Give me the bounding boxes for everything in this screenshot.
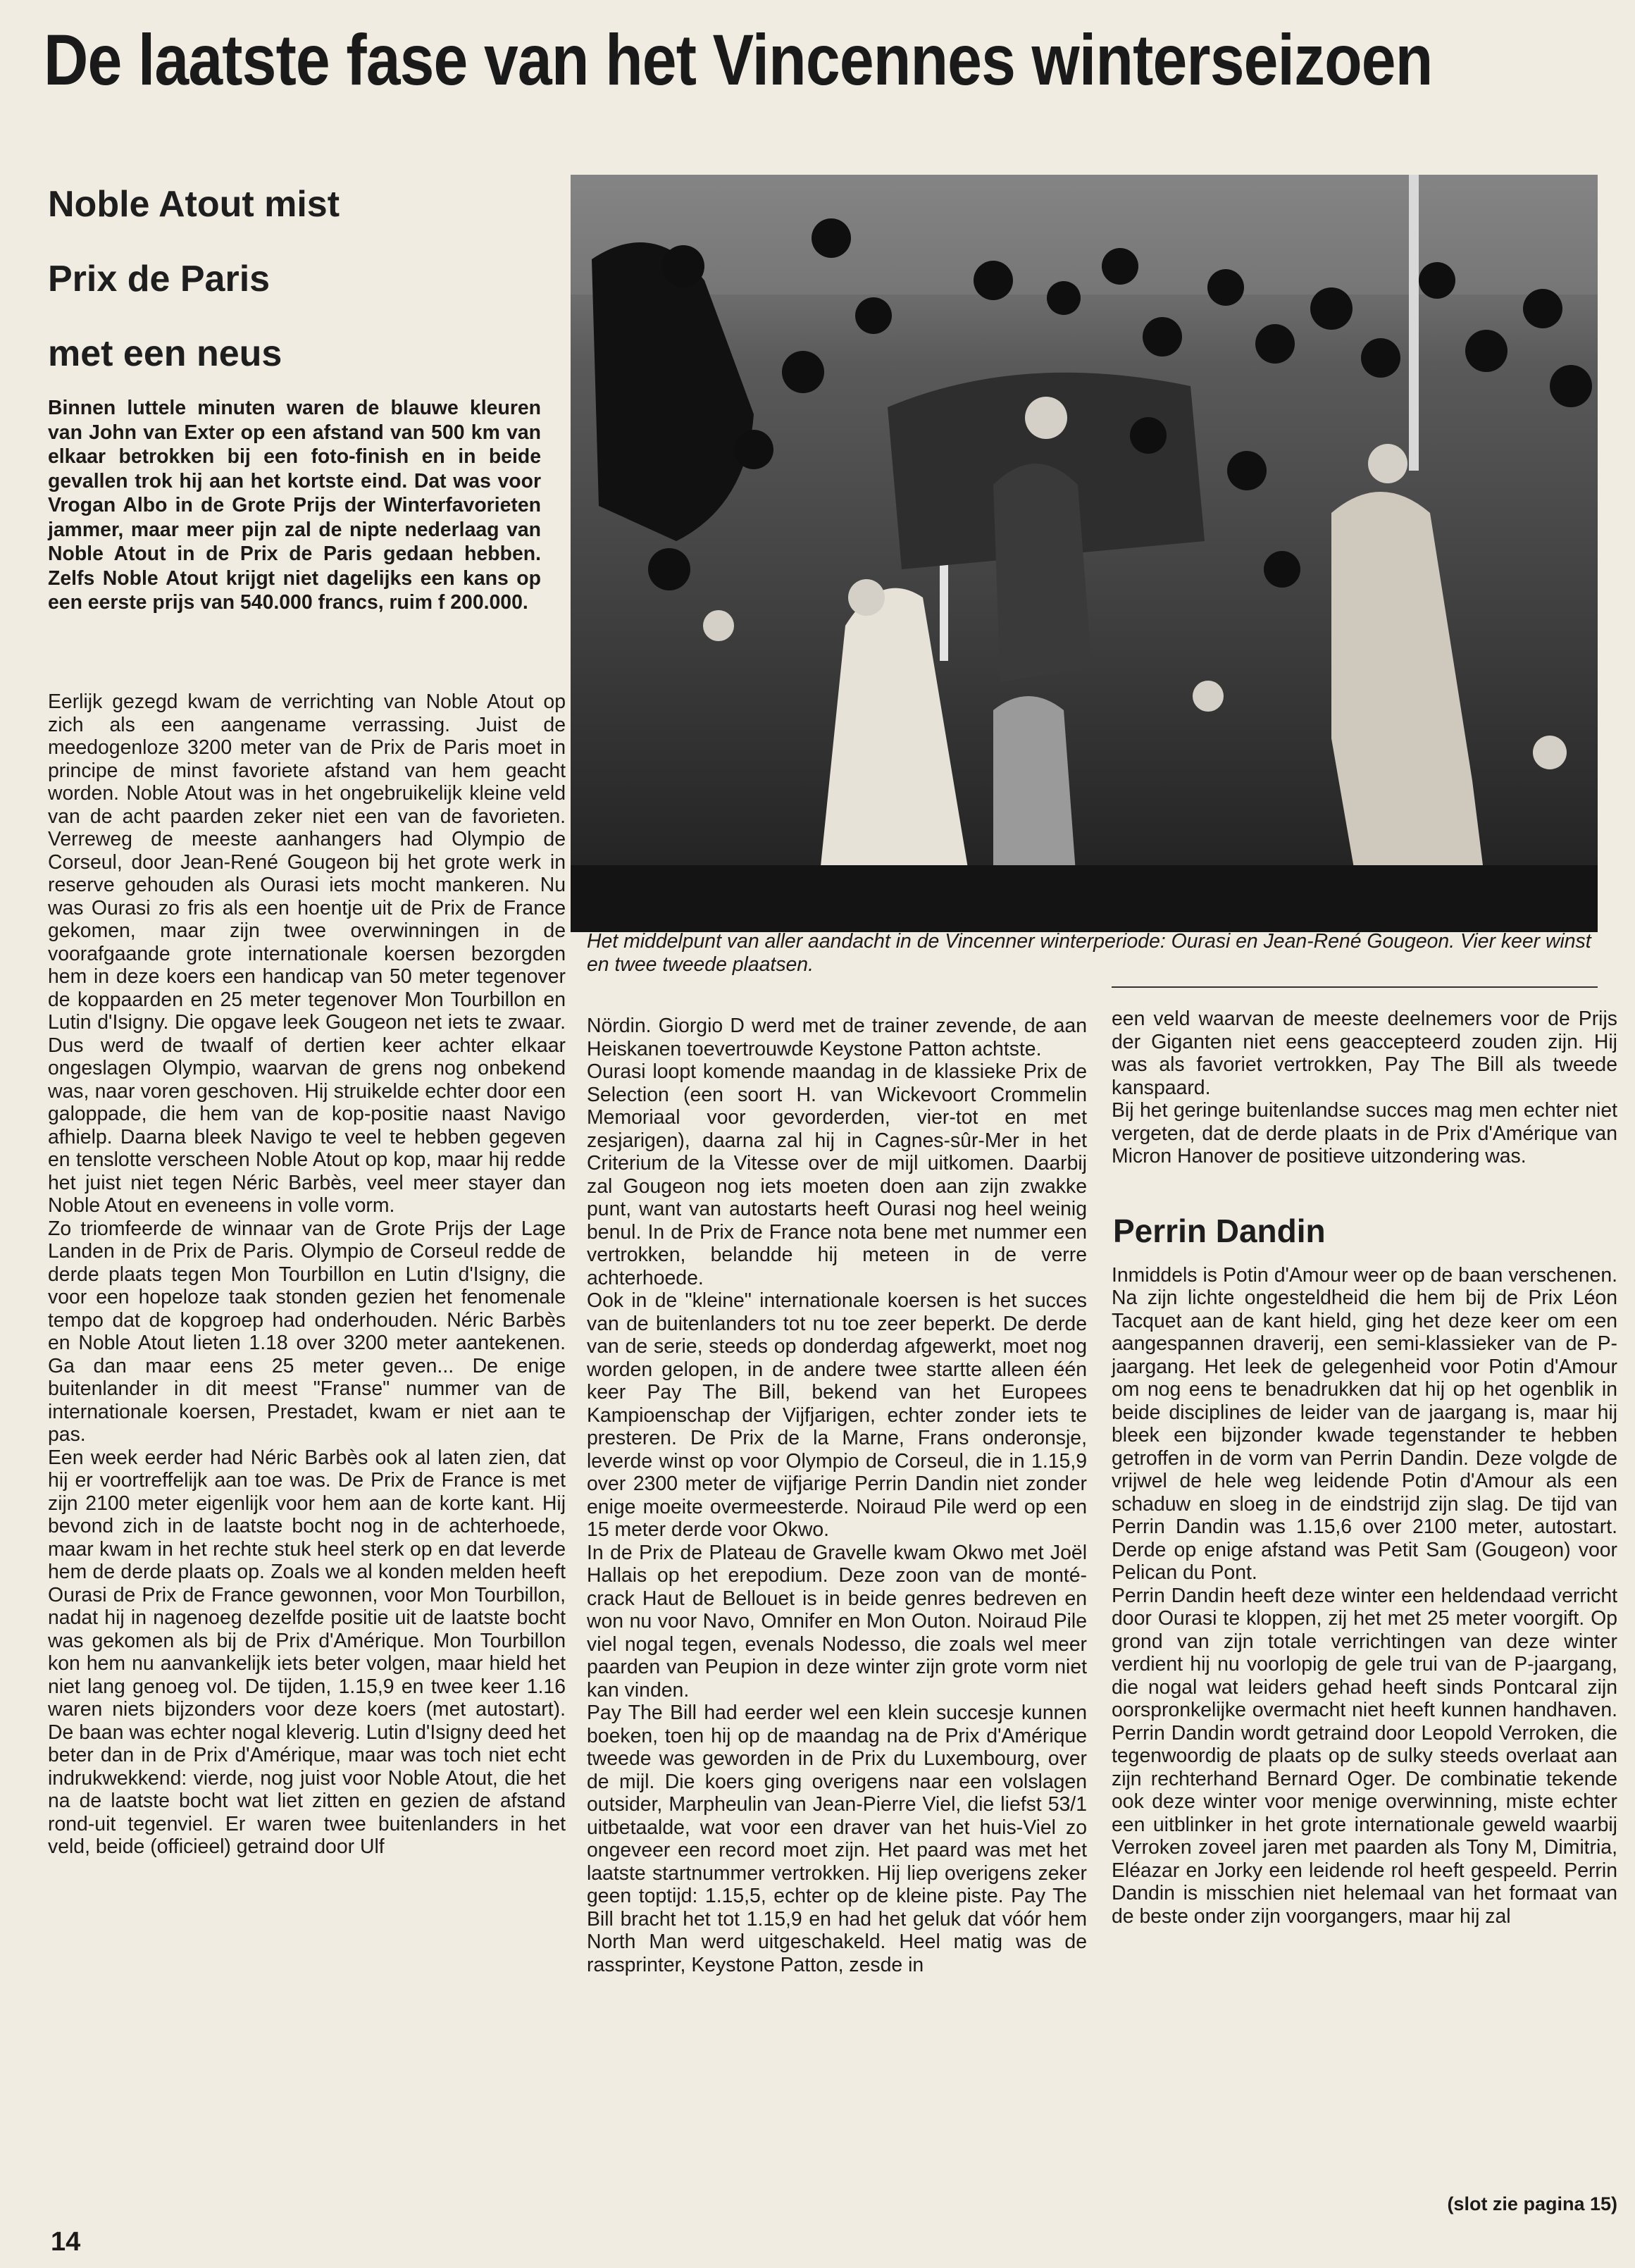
paragraph: Een week eerder had Néric Barbès ook al laten zien, dat hij er voortreffelijk aan toe was. De Prix de France is met zijn 2100 meter eigenlijk voor hem aan de korte kant. Hij bevond zich in de laatste bocht nog in de achterhoede, maar kwam in het rechte stuk heel sterk op en dat leverde hem de derde plaats op. Zoals we al konden melden heeft Ourasi de Prix de France gewonnen, voor Mon Tourbillon, nadat hij in nagenoeg dezelfde positie uit de laatste bocht was gekomen als bij de Prix d'Amérique. Mon Tourbillon kon hem nu aanvankelijk iets beter volgen, maar hield het niet lang genoeg vol. De tijden, 1.15,9 en twee keer 1.16 waren niets bijzonders voor deze koers (met autostart). De baan was echter nogal kleverig. Lutin d'Isigny deed het beter dan in de Prix d'Amérique, maar was toch niet echt indrukwekkend: vierde, nog juist voor Noble Atout, die het na de laatste bocht wat liet zitten en gezien de afstand rond-uit tegenviel. Er waren twee buitenlanders in het veld, beide (officieel) getraind door Ulf [48, 1446, 566, 1858]
page-title: De laatste fase van het Vincennes winterseizoen [44, 20, 1433, 100]
paragraph: Ourasi loopt komende maandag in de klassieke Prix de Selection (een soort H. van Wickevoort Crommelin Memoriaal voor gevorderden, vier-tot en met zesjarigen), daarna zal hij in Cagnes-sûr-Mer in het Criterium de la Vitesse over de mijl uitkomen. Daarbij zal Gougeon nog iets moeten doen aan zijn zwakke punt, want van autostarts heeft Ourasi nog heel weinig benul. In de Prix de France nota bene met nummer een vertrokken, belandde hij meteen in de verre achterhoede. [587, 1060, 1087, 1289]
paragraph: Pay The Bill had eerder wel een klein succesje kunnen boeken, toen hij op de maandag na de Prix d'Amérique tweede was geworden in de Prix du Luxembourg, over de mijl. Die koers ging overigens naar een volslagen outsider, Marpheulin van Jean-Pierre Viel, die liefst 53/1 uitbetaalde, wat voor een draver van het huis-Viel zo ongeveer een record moet zijn. Het paard was met het laatste startnummer vertrokken. Hij liep overigens zeker geen toptijd: 1.15,5, echter op de kleine piste. Pay The Bill bracht het tot 1.15,9 en had het geluk dat vóór hem North Man werd uitgeschakeld. Heel matig was de rassprinter, Keystone Patton, zesde in [587, 1702, 1087, 1976]
paragraph: een veld waarvan de meeste deelnemers voor de Prijs der Giganten niet eens geaccepteerd zouden zijn. Hij was als favoriet vertrokken, Pay The Bill als tweede kanspaard. [1112, 1008, 1617, 1099]
headline-line-3: met een neus [48, 333, 282, 374]
divider [1112, 986, 1598, 988]
section-heading: Perrin Dandin [1113, 1212, 1326, 1249]
article-column-2 [587, 1015, 1087, 1976]
paragraph: In de Prix de Plateau de Gravelle kwam Okwo met Joël Hallais op het erepodium. Deze zoon van de monté-crack Haut de Bellouet is in beide genres bedreven en won nu voor Navo, Omnifer en Mon Outon. Noiraud Pile viel nogal tegen, evenals Nodesso, die zoals wel meer paarden van Peupion in deze winter zijn grote vorm niet kan vinden. [587, 1541, 1087, 1702]
headline-line-2: Prix de Paris [48, 259, 271, 299]
paragraph: Inmiddels is Potin d'Amour weer op de baan verschenen. Na zijn lichte ongesteldheid die hem bij de Prix Léon Tacquet aan de kant hield, ging het deze keer om een aangespannen draverij, een semi-klassieker van de P-jaargang. Het leek de gelegenheid voor Potin d'Amour om nog eens te benadrukken dat hij op het ogenblik in beide disciplines de leider van de jaargang is, maar hij bleek een bijzonder kwade tegenstander te hebben getroffen in de vorm van Perrin Dandin. Deze volgde de vrijwel de hele weg leidende Potin d'Amour als een schaduw en sloeg in de eindstrijd zijn slag. De tijd van Perrin Dandin was 1.15,6 over 2100 meter, autostart. Derde op enige afstand was Petit Sam (Gougeon) voor Pelican du Pont. [1112, 1263, 1617, 1584]
article-column-1 [48, 690, 566, 1859]
news-photo [571, 175, 1598, 932]
page-number: 14 [51, 2227, 81, 2257]
continued-note: (slot zie pagina 15) [1447, 2193, 1617, 2214]
paragraph: Perrin Dandin heeft deze winter een heldendaad verricht door Ourasi te kloppen, zij het met 25 meter voorgift. Op grond van zijn totale verrichtingen van deze winter verdient hij nu voorlopig de gele trui van de P-jaargang, die nogal wat leiders gehad heeft sinds Pontcaral zijn oorspronkelijke overmacht niet heeft kunnen handhaven. Perrin Dandin wordt getraind door Leopold Verroken, die tegenwoordig de plaats op de sulky steeds overlaat aan zijn rechterhand Bernard Oger. De combinatie tekende ook deze winter voor menige overwinning, miste echter een uitblinker in het grote internationale geweld waarbij Verroken zoveel jaren met paarden als Tony M, Dimitria, Eléazar en Jorky een leidende rol heeft gespeeld. Perrin Dandin is misschien niet helemaal van het formaat van de beste onder zijn voorgangers, maar hij zal [1112, 1584, 1617, 1928]
paragraph: Nördin. Giorgio D werd met de trainer zevende, de aan Heiskanen toevertrouwde Keystone Patton achtste. [587, 1015, 1087, 1060]
paragraph: Eerlijk gezegd kwam de verrichting van Noble Atout op zich als een aangename verrassing. Juist de meedogenloze 3200 meter van de Prix de Paris moet in principe de minst favoriete afstand van hem geacht worden. Noble Atout was in het ongebruikelijk kleine veld van de acht paarden zeker niet een van de favorieten. Verreweg de meeste aanhangers had Olympio de Corseul, door Jean-René Gougeon bij het grote werk in reserve gehouden als Ourasi iets mocht mankeren. Nu was Ourasi zo fris als een hoentje uit de Prix de France gekomen, maar zijn twee overwinningen in de voorafgaande grote internationale koersen bezorgden hem in deze koers een handicap van 50 meter tegenover de koppaarden en 25 meter tegenover Mon Tourbillon en Lutin d'Isigny. Die opgave leek Gougeon net iets te zwaar. Dus werd de twaalf of dertien keer achter elkaar ongeslagen Olympio, waarvan de grens nog onbekend was, naar voren geschoven. Hij struikelde echter door een galoppade, die hem van de kop-positie naast Navigo afhielp. Daarna bleek Navigo te veel te hebben gegeven en tenslotte verscheen Noble Atout op kop, maar hij redde het juist niet tegen Néric Barbès, veel meer stayer dan Noble Atout en eveneens in volle vorm. [48, 690, 566, 1217]
paragraph: Ook in de "kleine" internationale koersen is het succes van de buitenlanders tot nu toe zeer beperkt. De derde van de serie, steeds op donderdag afgewerkt, moet nog worden gelopen, in de andere twee startte alleen één keer Pay The Bill, bekend van het Europees Kampioenschap der Vijfjarigen, echter zonder iets te presteren. De Prix de la Marne, Frans onderonsje, leverde winst op voor Olympio de Corseul, die in 1.15,9 over 2300 meter de vijfjarige Perrin Dandin niet zonder enige moeite overmeesterde. Noiraud Pile werd op een 15 meter derde voor Okwo. [587, 1289, 1087, 1541]
photo-caption: Het middelpunt van aller aandacht in de Vincenner winterperiode: Ourasi en Jean-René Gougeon. Vier keer winst en twee tweede plaatsen. [587, 930, 1591, 976]
article-column-3 [1112, 1008, 1617, 1928]
paragraph: Zo triomfeerde de winnaar van de Grote Prijs der Lage Landen in de Prix de Paris. Olympio de Corseul redde de derde plaats tegen Mon Tourbillon en Lutin d'Isigny, die voor een hopeloze taak stonden gezien het fenomenale tempo dat de kopgroep had onderhouden. Néric Barbès en Noble Atout lieten 1.18 over 3200 meter aantekenen. Ga dan maar eens 25 meter geven... De enige buitenlander in dit meest "Franse" nummer van de internationale koersen, Prestadet, kwam er niet aan te pas. [48, 1217, 566, 1446]
paragraph: Bij het geringe buitenlandse succes mag men echter niet vergeten, dat de derde plaats in de Prix d'Amérique van Micron Hanover de positieve uitzondering was. [1112, 1099, 1617, 1167]
lead-paragraph: Binnen luttele minuten waren de blauwe kleuren van John van Exter op een afstand van 500 km van elkaar betrokken bij een foto-finish en in beide gevallen trok hij aan het kortste eind. Dat was voor Vrogan Albo in de Grote Prijs der Winterfavorieten jammer, maar meer pijn zal de nipte nederlaag van Noble Atout in de Prix de Paris gedaan hebben. Zelfs Noble Atout krijgt niet dagelijks een kans op een eerste prijs van 540.000 francs, ruim f 200.000. [48, 397, 541, 614]
headline-line-1: Noble Atout mist [48, 184, 340, 225]
